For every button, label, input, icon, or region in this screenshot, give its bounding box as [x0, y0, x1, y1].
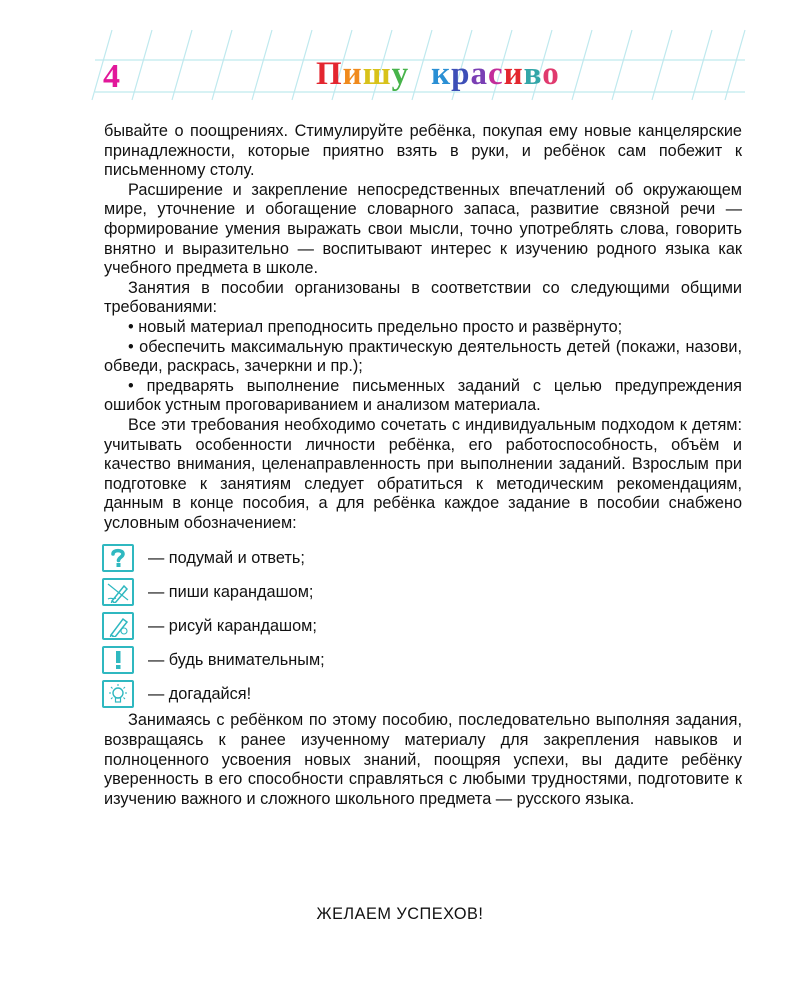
paragraph: Расширение и закрепление непосредственных впечатлений об окружающем мире, уточнение и обогащение словарного запаса, развитие связной речи — формирование умения выражать свои мысли, точно употреблять слова, говорить внятно и выразительно — воспитывают интерес к изучению родного языка как учебного предмета в школе.: [104, 180, 742, 278]
legend-item: [104, 575, 742, 609]
lightbulb-icon: [102, 680, 134, 708]
title-letter: а: [470, 56, 488, 92]
closing-paragraph: Занимаясь с ребёнком по этому пособию, последовательно выполняя задания, возвращаясь к ранее изученному материалу для закрепления навыков и полноценного усвоения новых знаний, поощряя успехи, вы дадите ребёнку уверенность в его способности справляться с любыми трудностями, подготовите к изучению важного и сложного школьного предмета — русского языка.: [104, 711, 742, 808]
title-letter: ш: [362, 56, 392, 92]
page-title: [316, 56, 560, 93]
bullet-item: • предварять выполнение письменных заданий с целью предупреждения ошибок устным проговариванием и анализом материала.: [104, 376, 742, 415]
legend-label: — догадайся!: [148, 684, 252, 703]
title-letter: в: [523, 56, 543, 92]
legend-label: — будь внимательным;: [148, 650, 325, 669]
title-letter: П: [316, 56, 343, 92]
symbol-legend: [104, 541, 742, 711]
paragraph: Все эти требования необходимо сочетать с индивидуальным подходом к детям: учитывать особенности личности ребёнка, его работоспособность, объём и качество внимания, целенаправленность при выполнении заданий. Взрослым при подготовке к занятиям следует обратиться к методическим рекомендациям, данным в конце пособия, а для ребёнка каждое задание в пособии снабжено условным обозначением:: [104, 415, 742, 532]
title-letter: о: [542, 56, 560, 92]
pencil-draw-icon: [102, 612, 134, 640]
title-letter: у: [391, 56, 410, 92]
body-text: [104, 122, 742, 809]
legend-label: — подумай и ответь;: [148, 548, 305, 567]
legend-label: — пиши карандашом;: [148, 582, 314, 601]
page-header: [0, 0, 800, 115]
legend-item: [104, 643, 742, 677]
title-letter: и: [503, 56, 524, 92]
bullet-item: • обеспечить максимальную практическую деятельность детей (покажи, назови, обведи, раскрась, зачеркни и пр.);: [104, 337, 742, 376]
title-letter: р: [451, 56, 471, 92]
bullet-item: • новый материал преподносить предельно просто и развёрнуто;: [128, 317, 623, 336]
pencil-write-icon: [102, 578, 134, 606]
closing-wish: ЖЕЛАЕМ УСПЕХОВ!: [316, 905, 484, 923]
paragraph: бывайте о поощрениях. Стимулируйте ребёнка, покупая ему новые канцелярские принадлежности, которые приятно взять в руки, и ребёнок сам побежит к письменному столу.: [104, 122, 742, 180]
legend-label: — рисуй карандашом;: [148, 616, 317, 635]
title-letter: и: [342, 56, 363, 92]
legend-item: [104, 609, 742, 643]
legend-item: [104, 541, 742, 575]
question-mark-icon: [102, 544, 134, 572]
legend-item: [104, 677, 742, 711]
page-number: 4: [103, 58, 120, 95]
exclamation-icon: [102, 646, 134, 674]
title-letter: с: [487, 56, 504, 92]
title-letter: к: [431, 56, 452, 92]
paragraph: Занятия в пособии организованы в соответствии со следующими общими требованиями:: [104, 278, 742, 317]
